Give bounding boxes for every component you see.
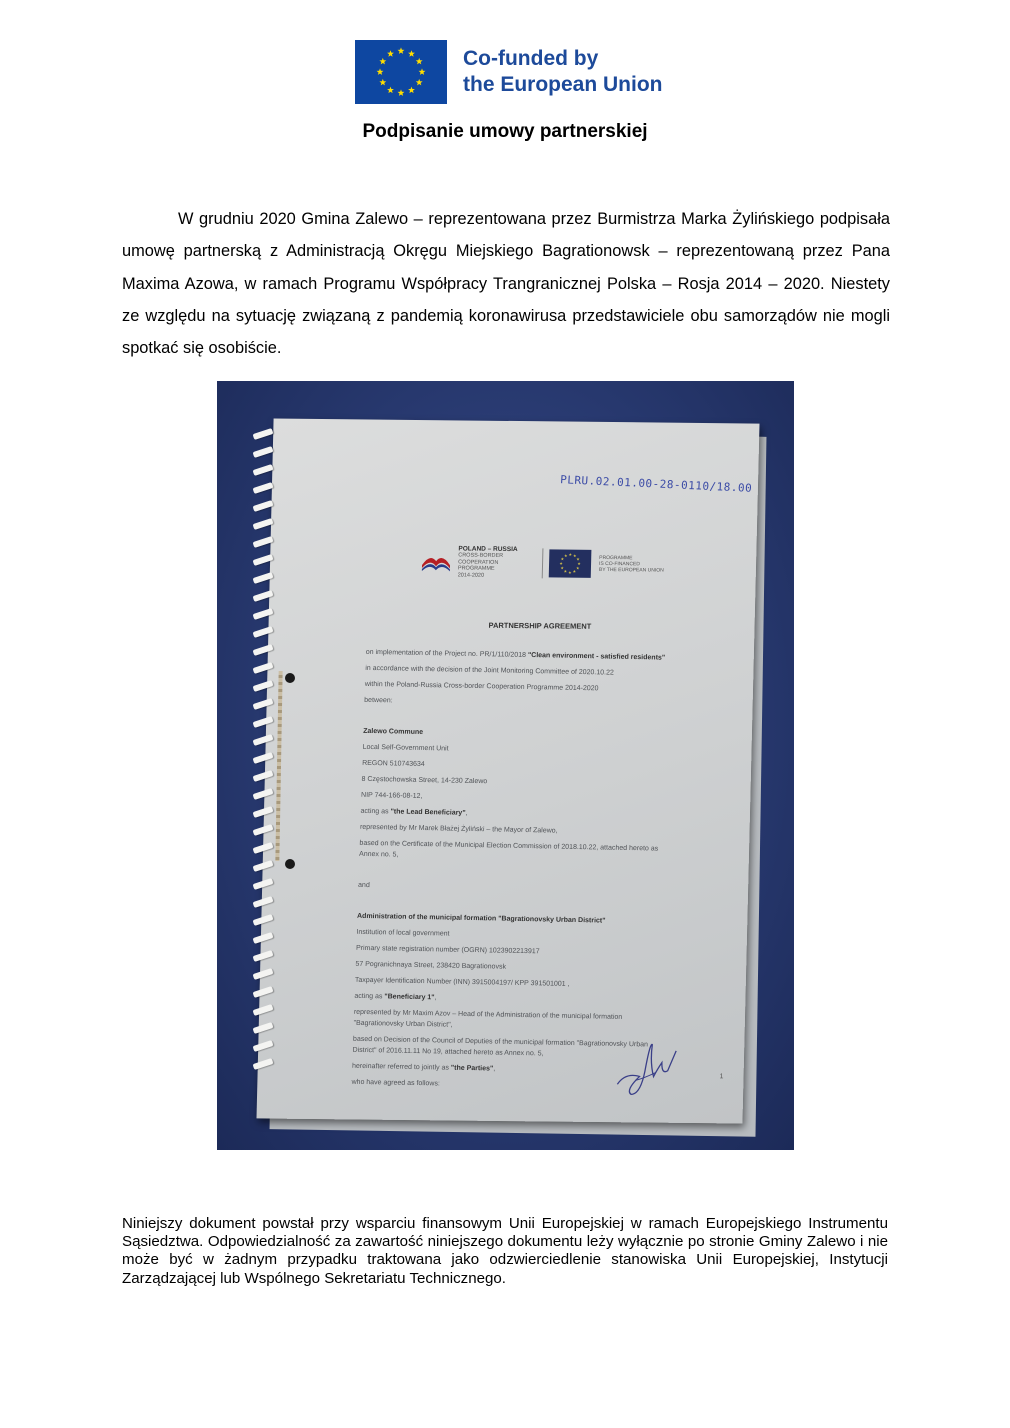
small-eu-flag-icon — [549, 549, 592, 577]
spiral-loop — [253, 932, 274, 944]
spiral-loop — [253, 824, 274, 836]
spiral-loop — [253, 662, 274, 674]
agreement-line: acting as "Beneficiary 1", — [354, 992, 437, 1002]
eu-cofunded-logo — [355, 40, 663, 104]
spiral-loop — [253, 878, 274, 890]
program-sub1: CROSS-BORDER — [458, 552, 504, 560]
agreement-paper — [256, 418, 759, 1123]
spiral-loop — [253, 536, 274, 548]
agreement-line: between: — [364, 696, 393, 705]
spiral-loop — [253, 950, 274, 962]
spiral-loop — [253, 896, 274, 908]
punch-hole — [285, 859, 295, 869]
handwritten-signature — [605, 1032, 687, 1108]
agreement-line: District" of 2016.11.11 No 19, attached hereto as Annex no. 5, — [352, 1046, 544, 1058]
agreement-line: Taxpayer Identification Number (INN) 3915004197/ KPP 391501001 , — [354, 976, 570, 988]
eu-star-icon — [573, 554, 576, 557]
eu-logo-line2: the European Union — [463, 73, 663, 96]
handwritten-reference: PLRU.02.01.00-28-0110/18.00 — [559, 473, 753, 495]
agreement-line: acting as "the Lead Beneficiary", — [360, 807, 468, 817]
spiral-loop — [253, 626, 274, 638]
eu-star-icon — [561, 566, 564, 569]
spiral-binding — [253, 431, 275, 1091]
punch-hole — [285, 673, 295, 683]
spiral-loop — [253, 842, 274, 854]
agreement-page-number: 1 — [719, 1073, 724, 1081]
agreement-line: hereinafter referred to jointly as "the Parties", — [351, 1062, 496, 1073]
program-years: 2014-2020 — [457, 572, 485, 579]
agreement-line: within the Poland-Russia Cross-border Cooperation Programme 2014-2020 — [364, 680, 599, 693]
eu-star-icon — [568, 571, 571, 574]
spiral-loop — [253, 482, 274, 494]
eu-star-icon — [564, 570, 567, 573]
eu-caption2: IS CO-FINANCED — [598, 560, 640, 568]
eu-star-icon — [573, 570, 576, 573]
eu-star-icon — [419, 68, 426, 75]
poland-russia-logo-icon — [420, 551, 453, 573]
spiral-loop — [253, 716, 274, 728]
spiral-loop — [253, 446, 274, 458]
eu-logo-text — [463, 46, 663, 98]
logo-divider — [542, 548, 544, 578]
agreement-line: and — [357, 881, 370, 890]
agreement-line: based on the Certificate of the Municipal Election Commission of 2018.10.22, attached hereto as — [359, 839, 659, 853]
agreement-heading: PARTNERSHIP AGREEMENT — [488, 620, 592, 631]
eu-star-icon — [387, 87, 394, 94]
program-sub2: COOPERATION PROGRAMME — [457, 559, 499, 573]
spiral-loop — [253, 752, 274, 764]
eu-caption1: PROGRAMME — [599, 554, 633, 562]
spiral-loop — [253, 1040, 274, 1052]
eu-star-icon — [398, 89, 405, 96]
spiral-loop — [253, 500, 274, 512]
spiral-loop — [253, 590, 274, 602]
page-title: Podpisanie umowy partnerskiej — [362, 121, 648, 142]
agreement-line: who have agreed as follows: — [351, 1078, 440, 1088]
agreement-line: represented by Mr Maxim Azov – Head of the Administration of the municipal formation — [353, 1008, 623, 1021]
agreement-line: NIP 744-166-08-12, — [360, 791, 423, 800]
program-logos — [420, 543, 671, 584]
program-name-block — [458, 546, 537, 579]
eu-star-icon — [408, 87, 415, 94]
program-name: POLAND – RUSSIA — [458, 545, 518, 553]
eu-caption3: BY THE EUROPEAN UNION — [598, 566, 664, 574]
spiral-loop — [253, 1004, 274, 1016]
funding-disclaimer: Niniejszy dokument powstał przy wsparciu finansowym Unii Europejskiej w ramach Europejskiego Instrumentu Sąsiedztwa. Odpowiedzialność za zawartość niniejszego dokumentu leży wyłącznie po stronie Gminy Zalewo i nie może być w żadnym przypadku traktowana jako odzwierciedlenie stanowiska Unii Europejskiej, Instytucji Zarządzającej lub Wspólnego Sekretariatu Technicznego. — [122, 1215, 888, 1287]
agreement-line: REGON 510743634 — [362, 759, 425, 769]
eu-star-icon — [387, 50, 394, 57]
intro-paragraph: W grudniu 2020 Gmina Zalewo – reprezentowana przez Burmistrza Marka Żylińskiego podpisała umowę partnerską z Administracją Okręgu Miejskiego Bagrationowsk – reprezentowaną przez Pana Maxima Azowa, w ramach Programu Współpracy Trangranicznej Polska – Rosja 2014 – 2020. Niestety ze względu na sytuację związaną z pandemią koronawirusa przedstawiciele obu samorządów nie mogli spotkać się osobiście. — [122, 210, 890, 358]
agreement-line: 57 Pogranichnaya Street, 238420 Bagrationovsk — [355, 960, 507, 971]
spiral-loop — [253, 770, 274, 782]
agreement-line: in accordance with the decision of the Joint Monitoring Committee of 2020.10.22 — [365, 664, 614, 677]
eu-caption-block — [599, 555, 669, 574]
spiral-loop — [253, 734, 274, 746]
agreement-line: "Bagrationovsky Urban District", — [353, 1019, 453, 1029]
eu-star-icon — [578, 562, 581, 565]
spiral-loop — [253, 968, 274, 980]
spiral-loop — [253, 554, 274, 566]
spiral-loop — [253, 788, 274, 800]
agreement-line: Primary state registration number (OGRN) 1023902213917 — [355, 944, 540, 956]
eu-logo-line1: Co-funded by — [463, 47, 599, 70]
eu-star-icon — [377, 68, 384, 75]
eu-star-icon — [560, 562, 563, 565]
agreement-line: 8 Częstochowska Street, 14-230 Zalewo — [361, 775, 488, 786]
agreement-line: Annex no. 5, — [358, 850, 399, 859]
eu-star-icon — [569, 553, 572, 556]
eu-star-icon — [408, 50, 415, 57]
agreement-line: Zalewo Commune — [363, 727, 424, 736]
spiral-loop — [253, 1058, 274, 1070]
spiral-loop — [253, 1022, 274, 1034]
spiral-loop — [253, 680, 274, 692]
spiral-loop — [253, 464, 274, 476]
agreement-line: on implementation of the Project no. PR/1/110/2018 "Clean environment - satisfied residents" — [365, 648, 666, 662]
spiral-loop — [253, 806, 274, 818]
eu-star-icon — [379, 58, 386, 65]
eu-star-icon — [576, 567, 579, 570]
spiral-loop — [253, 986, 274, 998]
eu-star-icon — [416, 79, 423, 86]
spiral-loop — [253, 860, 274, 872]
eu-star-icon — [379, 79, 386, 86]
eu-star-icon — [398, 47, 405, 54]
agreement-photo — [217, 381, 794, 1150]
spiral-loop — [253, 518, 274, 530]
agreement-line: represented by Mr Marek Błażej Żyliński – the Mayor of Zalewo, — [359, 823, 558, 835]
eu-flag-icon — [355, 40, 447, 104]
spiral-loop — [253, 572, 274, 584]
eu-star-icon — [564, 554, 567, 557]
agreement-line: based on Decision of the Council of Deputies of the municipal formation "Bagrationovsky Urban — [352, 1035, 649, 1049]
spiral-loop — [253, 914, 274, 926]
spiral-loop — [253, 698, 274, 710]
agreement-line: Local Self-Government Unit — [362, 743, 449, 753]
eu-star-icon — [416, 58, 423, 65]
eu-star-icon — [576, 558, 579, 561]
agreement-line: Institution of local government — [356, 928, 450, 938]
spiral-loop — [253, 644, 274, 656]
agreement-line: Administration of the municipal formation "Bagrationovsky Urban District" — [356, 912, 606, 925]
eu-star-icon — [561, 557, 564, 560]
spiral-loop — [253, 608, 274, 620]
